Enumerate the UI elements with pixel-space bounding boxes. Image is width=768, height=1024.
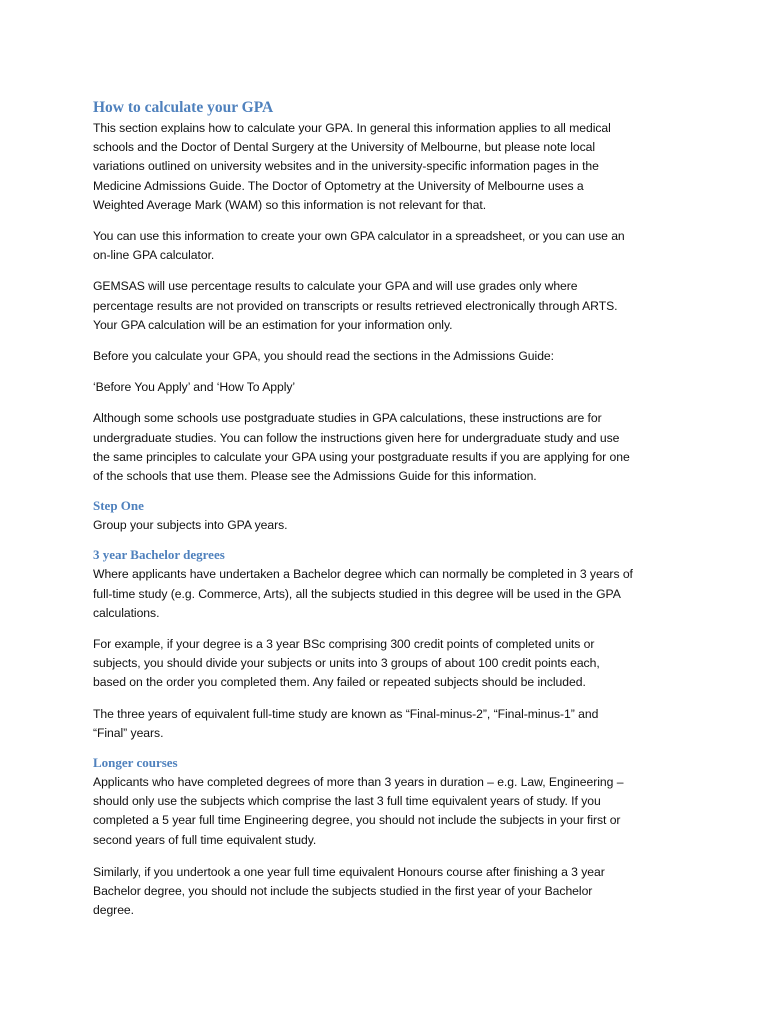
paragraph-line: based on the order you completed them. Any failed or repeated subjects should be included.: [93, 675, 586, 690]
years-known-paragraph: [93, 705, 693, 743]
three-year-heading: 3 year Bachelor degrees: [93, 547, 225, 563]
paragraph-line: percentage results are not provided on transcripts or results retrieved electronically through ARTS.: [93, 298, 618, 313]
document-page: [93, 98, 693, 933]
paragraph-line: For example, if your degree is a 3 year BSc comprising 300 credit points of completed units or: [93, 637, 595, 652]
paragraph-line: Before you calculate your GPA, you should read the sections in the Admissions Guide:: [93, 349, 554, 364]
paragraph-line: Your GPA calculation will be an estimation for your information only.: [93, 317, 453, 332]
paragraph-line: schools and the Doctor of Dental Surgery at the University of Melbourne, but please note local: [93, 140, 596, 155]
paragraph-line: ‘Before You Apply’ and ‘How To Apply’: [93, 380, 296, 395]
gemsas-paragraph: [93, 277, 693, 335]
paragraph-line: You can use this information to create your own GPA calculator in a spreadsheet, or you can use an: [93, 229, 625, 244]
paragraph-line: Group your subjects into GPA years.: [93, 518, 288, 533]
paragraph-line: Where applicants have undertaken a Bachelor degree which can normally be completed in 3 years of: [93, 567, 633, 582]
paragraph-line: of the schools that use them. Please see the Admissions Guide for this information.: [93, 469, 537, 484]
paragraph-line: the same principles to calculate your GPA using your postgraduate results if you are applying for one: [93, 449, 630, 464]
paragraph-line: subjects, you should divide your subjects or units into 3 groups of about 100 credit points each,: [93, 656, 600, 671]
sections-reference-paragraph: [93, 378, 693, 397]
paragraph-line: Weighted Average Mark (WAM) so this information is not relevant for that.: [93, 197, 487, 212]
honours-paragraph: [93, 863, 693, 921]
paragraph-line: Medicine Admissions Guide. The Doctor of Optometry at the University of Melbourne uses a: [93, 178, 584, 193]
paragraph-line: on-line GPA calculator.: [93, 248, 215, 263]
paragraph-line: should only use the subjects which comprise the last 3 full time equivalent years of study. If you: [93, 794, 601, 809]
paragraph-line: Although some schools use postgraduate studies in GPA calculations, these instructions are for: [93, 411, 602, 426]
example-paragraph: [93, 635, 693, 693]
step-one-heading: Step One: [93, 498, 144, 514]
postgraduate-paragraph: [93, 409, 693, 486]
intro-paragraph: [93, 119, 693, 215]
paragraph-line: completed a 5 year full time Engineering degree, you should not include the subjects in your first or: [93, 813, 621, 828]
paragraph-line: second years of full time equivalent study.: [93, 832, 317, 847]
step-one-paragraph: [93, 516, 693, 535]
paragraph-line: Similarly, if you undertook a one year full time equivalent Honours course after finishing a 3 year: [93, 864, 605, 879]
paragraph-line: full-time study (e.g. Commerce, Arts), all the subjects studied in this degree will be used in the GPA: [93, 586, 621, 601]
paragraph-line: GEMSAS will use percentage results to calculate your GPA and will use grades only where: [93, 279, 578, 294]
paragraph-line: degree.: [93, 903, 134, 918]
paragraph-line: The three years of equivalent full-time study are known as “Final-minus-2”, “Final-minus-1” and: [93, 706, 599, 721]
paragraph-line: undergraduate studies. You can follow the instructions given here for undergraduate study and use: [93, 430, 620, 445]
before-paragraph: [93, 347, 693, 366]
paragraph-line: Bachelor degree, you should not include the subjects studied in the first year of your Bachelor: [93, 884, 593, 899]
three-year-paragraph: [93, 565, 693, 623]
page-title: How to calculate your GPA: [93, 99, 274, 116]
paragraph-line: variations outlined on university websites and in the university-specific information pages in the: [93, 159, 599, 174]
paragraph-line: Applicants who have completed degrees of more than 3 years in duration – e.g. Law, Engineering –: [93, 775, 624, 790]
paragraph-line: This section explains how to calculate your GPA. In general this information applies to all medical: [93, 121, 611, 135]
longer-courses-heading: Longer courses: [93, 755, 178, 771]
paragraph-line: calculations.: [93, 605, 160, 620]
longer-courses-paragraph: [93, 773, 693, 850]
paragraph-line: “Final” years.: [93, 725, 164, 740]
calculator-paragraph: [93, 227, 693, 265]
